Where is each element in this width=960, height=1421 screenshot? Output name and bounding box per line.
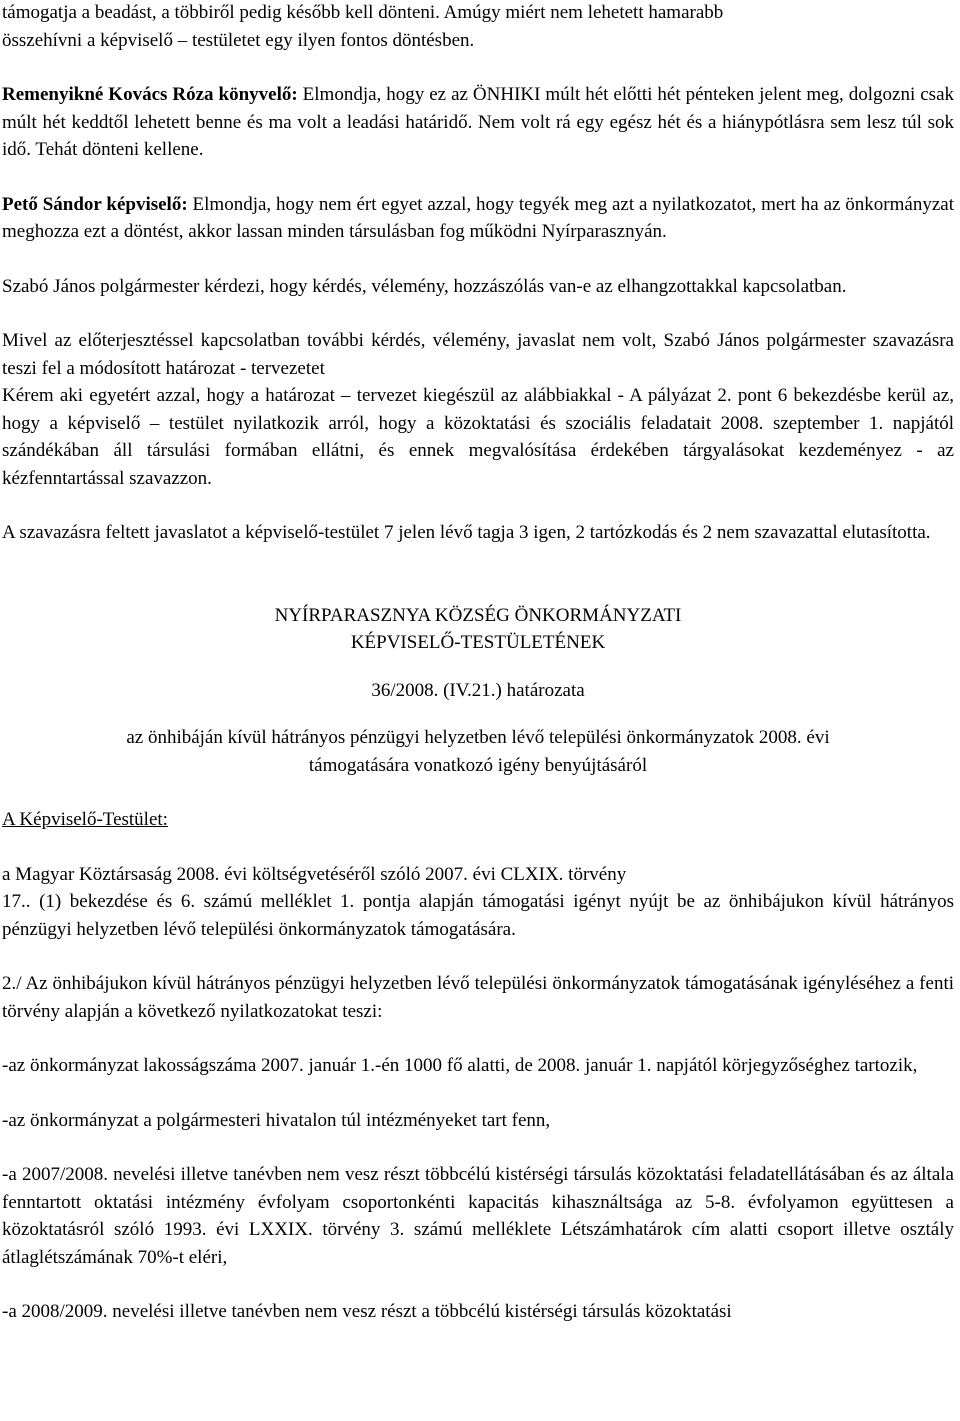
declaration-2: -az önkormányzat a polgármesteri hivatalon túl intézményeket tart fenn, [2, 1109, 551, 1131]
resolution-point-1-rest: 17.. (1) bekezdése és 6. számú melléklet 1. pontja alapján támogatási igényt nyújt be az önhibájukon kívül hátrányos pénzügyi helyzetben lévő települési önkormányzatok támogatására. [2, 891, 954, 940]
declaration-1: -az önkormányzat lakosságszáma 2007. január 1.-én 1000 fő alatti, de 2008. január 1. napjától körjegyzőséghez tartozik, [2, 1055, 918, 1076]
vote-result-paragraph: A szavazásra feltett javaslatot a képviselő-testület 7 jelen lévő tagja 3 igen, 2 tartózkodás és 2 nem szavazattal elutasította. [2, 522, 931, 543]
peto-speaker: Pető Sándor képviselő: [2, 193, 188, 215]
resolution-point-1 [2, 861, 954, 944]
declaration-3: -a 2007/2008. nevelési illetve tanévben nem vesz részt többcélú kistérségi társulás közoktatási feladatellátásában és az általa fenntartott oktatási intézmény évfolyam csoportonkénti kapacitás kihasználtsága az 5-8. évfolyamon együttesen a közoktatásról szóló 1993. évi LXXIX. törvény 3. számú melléklete Létszámhatárok cím alatti csoport illetve osztály átlaglétszámának 70%-t eléri, [2, 1164, 954, 1268]
declaration-4: -a 2008/2009. nevelési illetve tanévben nem vesz részt a többcélú kistérségi társulás közoktatási [2, 1301, 732, 1322]
resolution-heading-2: KÉPVISELŐ-TESTÜLETÉNEK [350, 632, 606, 653]
intro-line-2: összehívni a képviselő – testületet egy ilyen fontos döntésben. [2, 29, 475, 51]
voting-intro-paragraph-1: Mivel az előterjesztéssel kapcsolatban további kérdés, vélemény, javaslat nem volt, Szabó János polgármester szavazásra teszi fel a módosított határozat - tervezetet [2, 330, 954, 379]
resolution-subject-2: támogatására vonatkozó igény benyújtásáról [308, 754, 648, 776]
resolution-point-2: 2./ Az önhibájukon kívül hátrányos pénzügyi helyzetben lévő települési önkormányzatok támogatásának igényléséhez a fenti törvény alapján a következő nyilatkozatokat teszi: [2, 973, 954, 1022]
szabo-question-paragraph: Szabó János polgármester kérdezi, hogy kérdés, vélemény, hozzászólás van-e az elhangzottakkal kapcsolatban. [2, 275, 847, 297]
remenyikne-text: Elmondja, hogy ez az ÖNHIKI múlt hét előtti hét pénteken jelent meg, dolgozni csak múlt hét keddtől lehetett benne és ma volt a leadási határidő. Nem volt rá egy egész hét és a hiánypótlásra sem lesz túl sok idő. Tehát dönteni kellene. [2, 84, 955, 160]
remenyikne-speaker: Remenyikné Kovács Róza könyvelő: [2, 84, 298, 105]
resolution-subject-1: az önhibáján kívül hátrányos pénzügyi helyzetben lévő települési önkormányzatok 2008. évi [126, 727, 830, 748]
resolution-heading-1: NYÍRPARASZNYA KÖZSÉG ÖNKORMÁNYZATI [274, 604, 682, 626]
peto-paragraph [2, 191, 954, 246]
body-label-text: A Képviselő-Testület: [2, 809, 168, 830]
resolution-point-1-line-1: a Magyar Köztársaság 2008. évi költségvetéséről szóló 2007. évi CLXIX. törvény [2, 863, 627, 885]
intro-line-1: támogatja a beadást, a többiről pedig később kell dönteni. Amúgy miért nem lehetett hamarabb [2, 2, 724, 23]
remenyikne-paragraph [2, 81, 954, 164]
body-label [2, 806, 954, 834]
resolution-number: 36/2008. (IV.21.) határozata [371, 679, 585, 701]
intro-paragraph [2, 0, 954, 54]
voting-intro-paragraph-2: Kérem aki egyetért azzal, hogy a határozat – tervezet kiegészül az alábbiakkal - A pályázat 2. pont 6 bekezdésbe kerül az, hogy a képviselő – testület nyilatkozik arról, hogy a közoktatási és szociális feladatait 2008. szeptember 1. napjától szándékában áll társulási formában ellátni, és ennek megvalósítása érdekében tárgyalásokat kezdeményez - az kézfenntartással szavazzon. [2, 385, 954, 489]
peto-text: Elmondja, hogy nem ért egyet azzal, hogy tegyék meg azt a nyilatkozatot, mert ha az önkormányzat meghozza ezt a döntést, akkor lassan minden társulásban fog működni Nyírparasznyán. [2, 193, 954, 242]
